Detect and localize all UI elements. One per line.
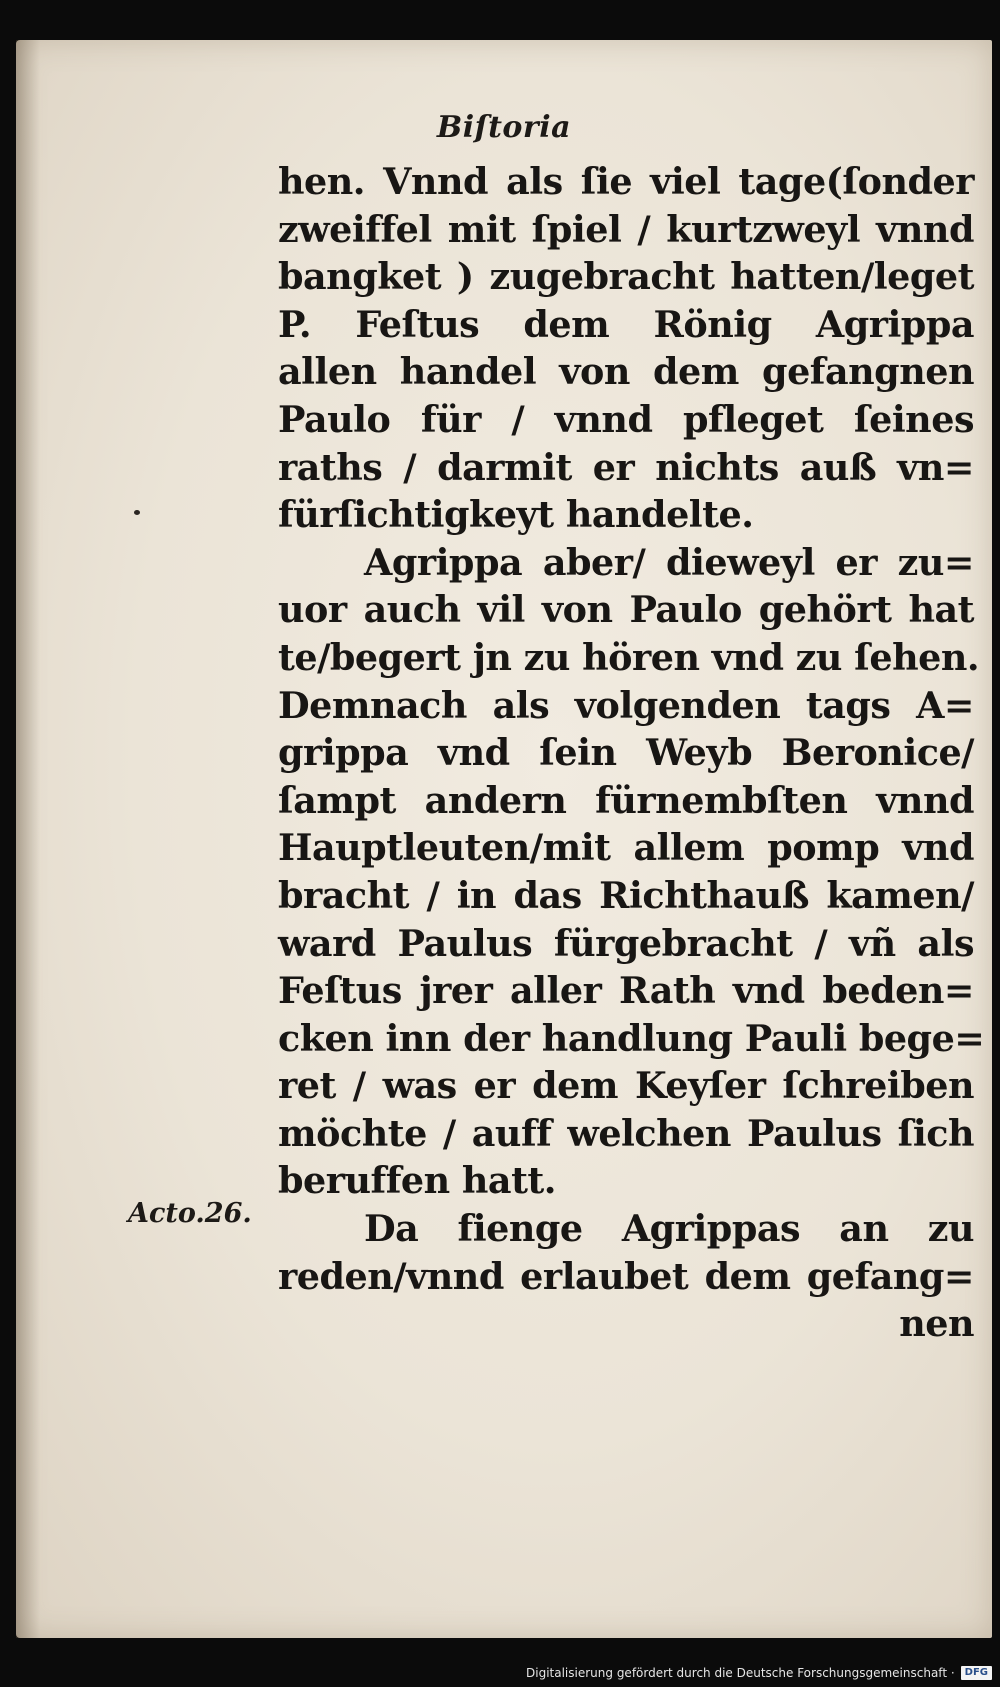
text-line: bracht / in das Richthauß kamen/ (278, 873, 974, 917)
text-line: beruffen hatt. (278, 1159, 556, 1203)
text-line: reden/vnnd erlaubet dem gefang= (278, 1254, 974, 1298)
text-line: grippa vnd ſein Weyb Beronice/ (278, 731, 974, 775)
text-line: uor auch vil von Paulo gehört hat (278, 588, 974, 632)
text-line: Paulo für / vnnd pfleget ſeines (278, 397, 974, 441)
digitization-footer (526, 1663, 992, 1683)
text-line: fürſichtigkeyt handelte. (278, 493, 754, 537)
text-line: möchte / auff welchen Paulus ſich (278, 1111, 974, 1155)
text-line: raths / darmit er nichts auß vn= (278, 445, 974, 489)
text-line: bangket ) zugebracht hatten/leget (278, 255, 974, 299)
catchword: nen (899, 1302, 974, 1346)
text-line: ward Paulus fürgebracht / vñ als (278, 921, 974, 965)
ink-speck (134, 510, 140, 515)
text-line: Agrippa aber/ dieweyl er zu= (364, 540, 974, 584)
text-line: zweiffel mit ſpiel / kurtzweyl vnnd (278, 207, 974, 251)
text-line: ſampt andern fürnembſten vnnd (278, 778, 974, 822)
running-head: Biſtoria (436, 110, 572, 145)
body-text (278, 158, 985, 1348)
text-line: te/begert jn zu hören vnd zu ſehen. (278, 635, 980, 679)
text-line: Hauptleuten/mit allem pomp vnd (278, 826, 974, 870)
book-page (16, 40, 992, 1638)
margin-note: Acto.26. (128, 1198, 252, 1229)
text-line: Da fienge Agrippas an zu (364, 1207, 974, 1251)
text-line: cken inn der handlung Pauli bege= (278, 1016, 985, 1060)
dfg-logo: DFG (961, 1666, 992, 1680)
text-line: hen. Vnnd als ſie viel tage(ſonder (278, 160, 974, 203)
text-line: Feſtus jrer aller Rath vnd beden= (278, 969, 974, 1013)
page-gutter-shadow (16, 40, 40, 1638)
text-line: P. Feſtus dem Rönig Agrippa (278, 302, 974, 346)
text-line: allen handel von dem gefangnen (278, 350, 974, 394)
funding-credit: Digitalisierung gefördert durch die Deutsche Forschungsgemeinschaft · (526, 1666, 955, 1680)
text-line: ret / was er dem Keyſer ſchreiben (278, 1064, 974, 1108)
text-line: Demnach als volgenden tags A= (278, 683, 974, 727)
